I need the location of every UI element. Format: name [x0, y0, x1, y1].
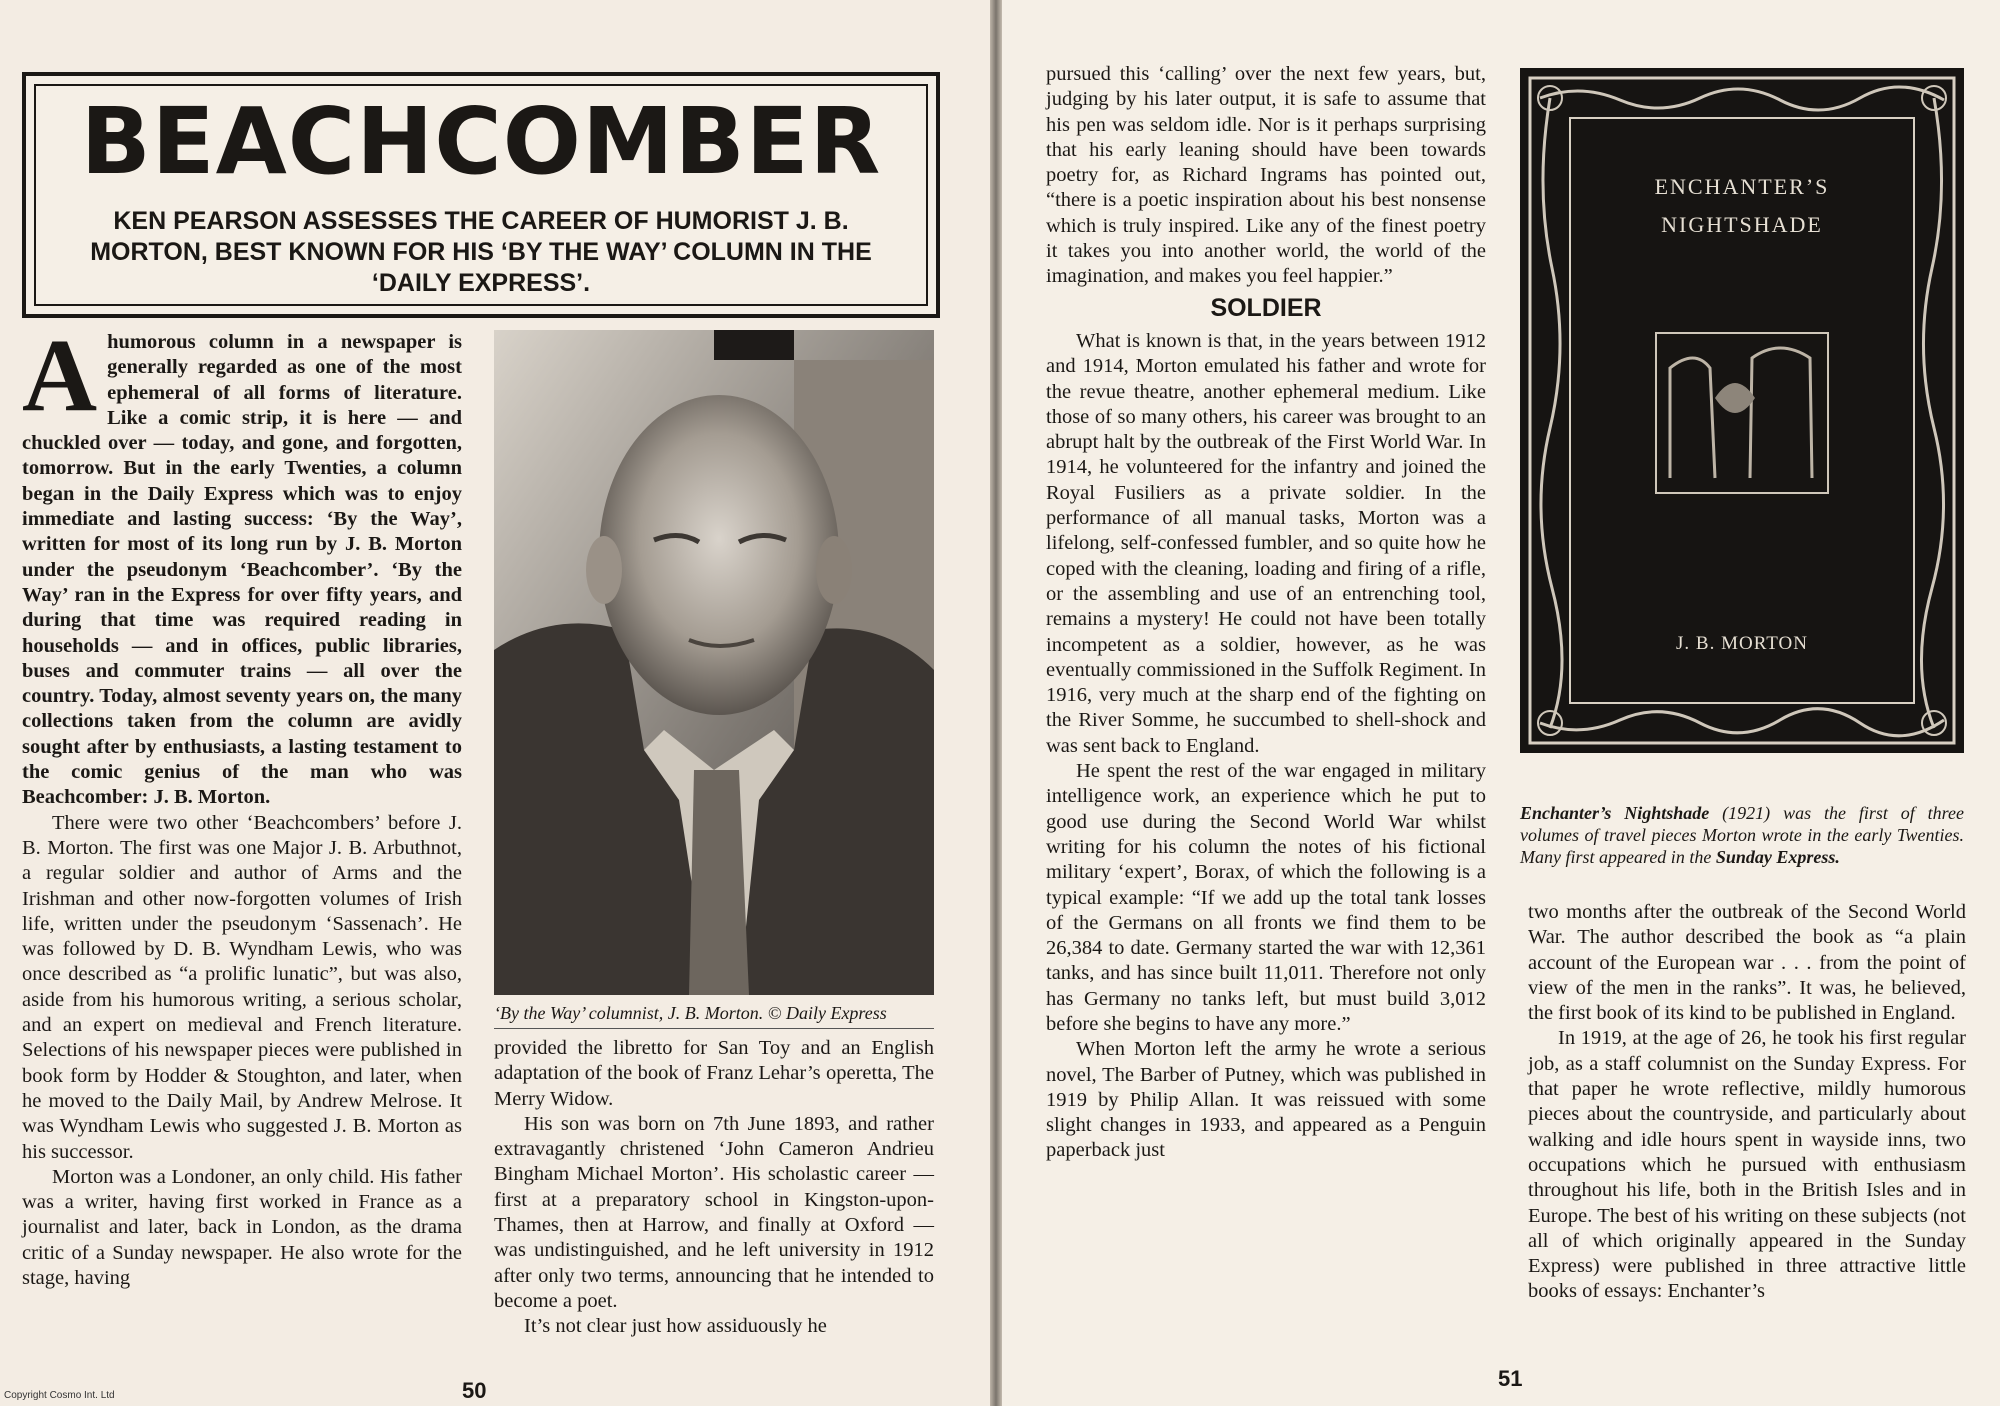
copyright-notice: Copyright Cosmo Int. Ltd — [4, 1390, 115, 1401]
paragraph: There were two other ‘Beachcombers’ before J. B. Morton. The first was one Major J. B. Arbuthnot, a regular soldier and author of Arms and the Irishman and other now-forgotten volumes of Irish life, written under the pseudonym ‘Sassenach’. He was followed by D. B. Wyndham Lewis, who was once described as “a prolific lunatic”, but was also, aside from his humorous writing, a serious scholar, and an expert on medieval and French literature. Selections of his newspaper pieces were published in book form by Hodder & Stoughton, and later, when he moved to the Daily Mail, by Andrew Melrose. It was Wyndham Lewis who suggested J. B. Morton as his successor. — [22, 811, 462, 1163]
right-column-2 — [1528, 900, 1966, 1305]
paragraph: It’s not clear just how assiduously he — [524, 1315, 827, 1338]
paragraph: His son was born on 7th June 1893, and rather extravagantly christened ‘John Cameron Andrieu Bingham Michael Morton’. His scholastic career — first at a preparatory school in Kingston-upon-Thames, then at Harrow, and finally at Oxford — was undistinguished, and he left university in 1912 after only two terms, announcing that he intended to become a poet. — [494, 1112, 934, 1312]
middle-column — [494, 1036, 934, 1340]
paragraph: What is known is that, in the years between 1912 and 1914, Morton emulated his father and wrote for the revue theatre, another ephemeral medium. Like those of so many others, his career was brought to an abrupt halt by the outbreak of the First World War. In 1914, he volunteered for the infantry and joined the Royal Fusiliers as a private soldier. In the performance of all manual tasks, Morton was a lifelong, self-confessed fumbler, and so quite how he coped with the cleaning, loading and firing of a rifle, or the assembling and use of an entrenching tool, remains a mystery! He could not have been totally incompetent as a soldier, however, as he was eventually commissioned in the Suffolk Regiment. In 1916, very much at the sharp end of the fighting on the River Somme, he succumbed to shell-shock and was sent back to England. — [1046, 329, 1486, 757]
paragraph: In 1919, at the age of 26, he took his first regular job, as a staff columnist on the Sunday Express. For that paper he wrote reflective, mildly humorous pieces about the countryside, and particularly about walking and idle hours spent in wayside inns, two occupations which he pursued with enthusiasm throughout his life, both in the British Isles and in Europe. The best of his writing on these subjects (not all of which originally appeared in the Sunday Express) were published in three attractive little books of essays: Enchanter’s — [1528, 1027, 1966, 1303]
lead-paragraph: humorous column in a newspaper is generally regarded as one of the most ephemeral of all forms of literature. Like a comic strip, it is here — and chuckled over — today, and gone, and forgotten, tomorrow. But in the early Twenties, a column began in the Daily Express which was to enjoy immediate and lasting success: ‘By the Way’, written for most of its long run by J. B. Morton under the pseudonym ‘Beachcomber’. ‘By the Way’ ran in the Express for over fifty years, and during that time was required reading in households — and in offices, public libraries, buses and commuter trains — all over the country. Today, almost seventy years on, the many collections taken from the column are avidly sought after by enthusiasts, a lasting testament to the comic genius of the man who was Beachcomber: J. B. Morton. — [22, 331, 462, 809]
article-title: BEACHCOMBER — [80, 88, 882, 195]
page-number-right: 51 — [1498, 1366, 1523, 1391]
portrait-image — [494, 330, 934, 995]
page-gutter — [990, 0, 1002, 1406]
left-column — [22, 318, 462, 1291]
portrait-photo — [494, 330, 934, 995]
paragraph: He spent the rest of the war engaged in military intelligence work, an experience which he put to good use during the Second World War whilst writing for his column the notes of his fictional military ‘expert’, Borax, of which the following is a typical example: “If we add up the total tank losses of the Germans on all fronts we find them to be 26,384 to date. Germany started the war with 12,361 tanks, and has since built 11,011. Therefore not only has Germany no tanks left, but must build 3,012 before she begins to have any more.” — [1046, 760, 1486, 1035]
caption-title: Enchanter’s Nightshade — [1520, 803, 1710, 823]
photo-caption: ‘By the Way’ columnist, J. B. Morton. © Daily Express — [494, 1003, 887, 1023]
paragraph: provided the libretto for San Toy and an English adaptation of the book of Franz Lehar’s operetta, The Merry Widow. — [494, 1037, 934, 1110]
cover-caption — [1520, 802, 1964, 868]
caption-text: (1921) was the first of three volumes of travel pieces Morton wrote in the early Twenties. Many first appeared in the — [1520, 803, 1964, 867]
headline-box — [22, 72, 940, 318]
paragraph: When Morton left the army he wrote a serious novel, The Barber of Putney, which was published in 1919 by Philip Allan. It was reissued with some slight changes in 1933, and appeared as a Penguin paperback just — [1046, 1038, 1486, 1162]
section-heading: SOLDIER — [1210, 293, 1322, 322]
paragraph: two months after the outbreak of the Second World War. The author described the book as “a plain account of the European war . . . from the point of view of the men in the ranks”. It was, he believed, the first book of its kind to be published in England. — [1528, 901, 1966, 1025]
cover-title — [1520, 168, 1964, 244]
standfirst: KEN PEARSON ASSESSES THE CAREER OF HUMORIST J. B. MORTON, BEST KNOWN FOR HIS ‘BY THE WAY’ COLUMN IN THE ‘DAILY EXPRESS’. — [90, 207, 872, 297]
cover-title-line: NIGHTSHADE — [1661, 212, 1823, 237]
cover-title-line: ENCHANTER’S — [1654, 174, 1830, 199]
page-number-left: 50 — [462, 1378, 487, 1403]
paragraph: pursued this ‘calling’ over the next few years, but, judging by his later output, it is safe to assume that his pen was seldom idle. Nor is it perhaps surprising that his early leaning should have been towards poetry for, as Richard Ingrams has pointed out, “there is a poetic inspiration about his best nonsense which is truly inspired. Like any of the finest poetry it takes you into another world, the world of the imagination, and makes you feel happier.” — [1046, 63, 1486, 288]
paragraph: Morton was a Londoner, an only child. His father was a writer, having first worked in France as a journalist and later, back in London, as the drama critic of a Sunday newspaper. He also wrote for the stage, having — [22, 1165, 462, 1289]
left-page — [0, 0, 990, 1406]
drop-cap: A — [22, 318, 98, 433]
caption-end: Sunday Express. — [1715, 847, 1840, 867]
caption-rule — [494, 1028, 934, 1029]
cover-author: J. B. MORTON — [1676, 633, 1808, 654]
right-column-1 — [1046, 62, 1486, 1164]
book-cover-image — [1520, 68, 1964, 753]
